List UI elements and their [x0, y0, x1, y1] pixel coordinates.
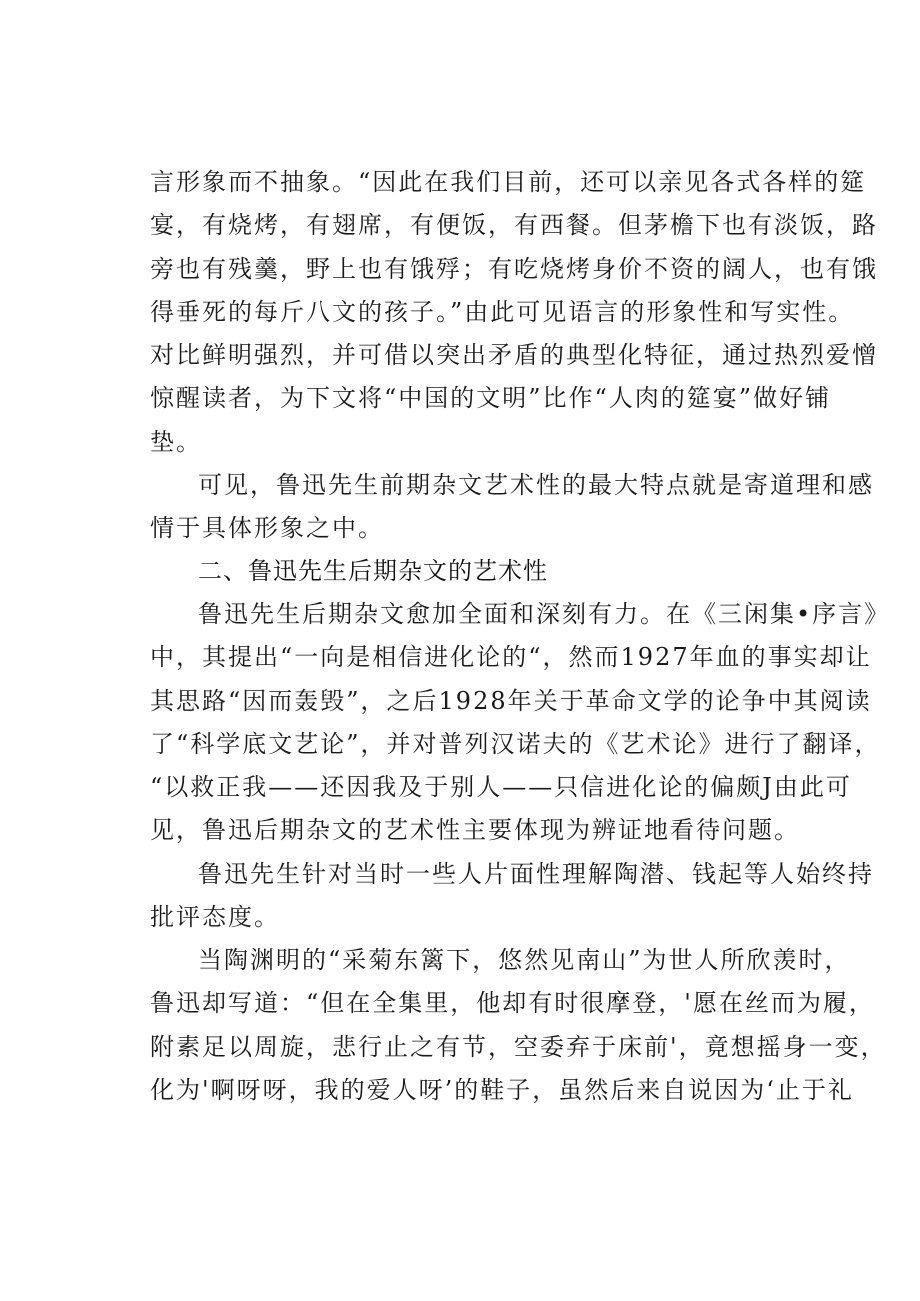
paragraph-first-line: 可见，鲁迅先生前期杂文艺术性的最大特点就是寄道理和感	[198, 471, 874, 499]
body-line: 批评态度。	[150, 903, 280, 931]
body-line: 得垂死的每斤八文的孩子。”由此可见语言的形象性和写实性。	[150, 298, 855, 326]
paragraph-first-line: 当陶渊明的“采菊东篱下，悠然见南山”为世人所欣羡时，	[198, 946, 851, 974]
body-line: 惊醒读者，为下文将“中国的文明”比作“人肉的筵宴”做好铺	[150, 384, 832, 412]
body-line: 对比鲜明强烈，并可借以突出矛盾的典型化特征，通过热烈爱憎	[150, 341, 878, 369]
body-line: 宴，有烧烤，有翅席，有便饭，有西餐。但茅檐下也有淡饭，路	[150, 211, 878, 239]
body-line: 见，鲁迅后期杂文的艺术性主要体现为辨证地看待问题。	[150, 816, 800, 844]
section-heading: 二、鲁迅先生后期杂文的艺术性	[198, 557, 548, 585]
body-line: 垫。	[150, 428, 202, 456]
body-line: 情于具体形象之中。	[150, 514, 384, 542]
body-line: 了“科学底文艺论”，并对普列汉诺夫的《艺术论》进行了翻译，	[150, 730, 881, 758]
body-line: 鲁迅却写道：“但在全集里，他却有时很摩登，'愿在丝而为履，	[150, 989, 875, 1017]
body-line: “以救正我——还因我及于别人——只信进化论的偏颇J由此可	[150, 773, 852, 801]
body-line: 其思路“因而轰毁”，之后1928年关于革命文学的论争中其阅读	[150, 687, 872, 715]
body-line: 中，其提出“一向是相信进化论的“，然而1927年血的事实却让	[150, 643, 872, 671]
body-line: 化为'啊呀呀，我的爱人呀’的鞋子，虽然后来自说因为‘止于礼	[150, 1076, 854, 1104]
paragraph-first-line: 鲁迅先生针对当时一些人片面性理解陶潜、钱起等人始终持	[198, 860, 874, 888]
paragraph-first-line: 鲁迅先生后期杂文愈加全面和深刻有力。在《三闲集•序言》	[198, 600, 891, 628]
body-line: 旁也有残羹，野上也有饿殍；有吃烧烤身价不资的阔人，也有饿	[150, 255, 878, 283]
body-line: 附素足以周旋，悲行止之有节，空委弃于床前'，竟想摇身一变，	[150, 1033, 887, 1061]
body-line: 言形象而不抽象。“因此在我们目前，还可以亲见各式各样的筵	[150, 168, 867, 196]
